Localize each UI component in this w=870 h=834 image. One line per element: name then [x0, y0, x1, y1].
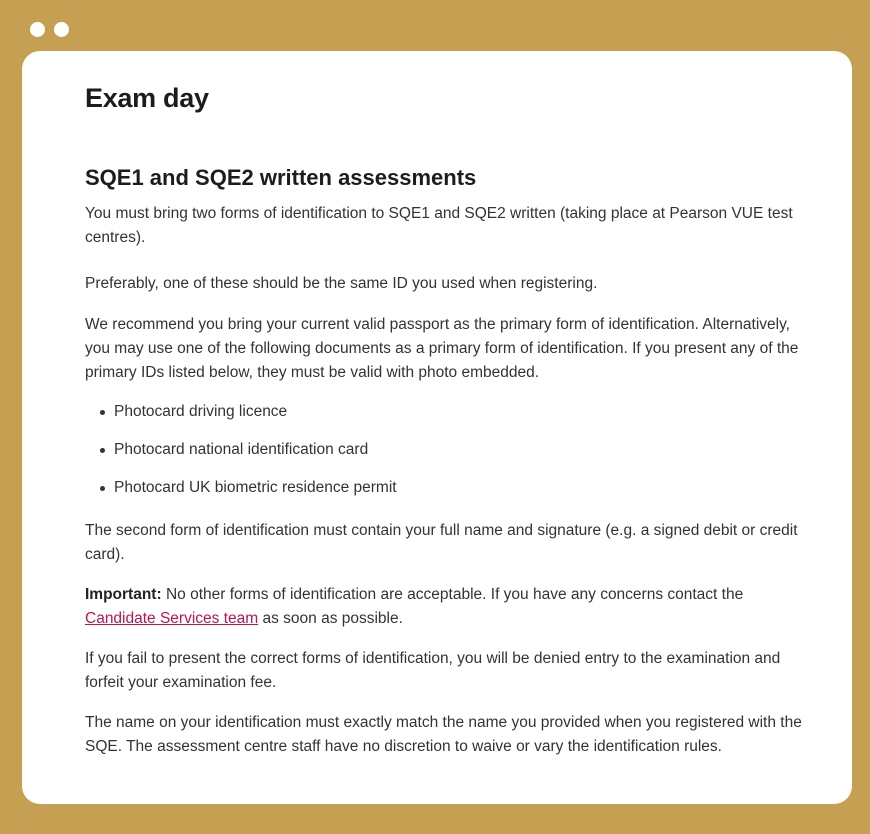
- important-label: Important:: [85, 586, 162, 603]
- window-dot-icon: [30, 22, 45, 37]
- list-item-label: Photocard UK biometric residence permit: [114, 479, 397, 496]
- section-heading: SQE1 and SQE2 written assessments: [85, 165, 477, 190]
- bullet-icon: [100, 448, 105, 453]
- intro-paragraph: You must bring two forms of identification to SQE1 and SQE2 written (taking place at Pearson VUE test centres).: [85, 205, 793, 246]
- important-text-end: as soon as possible.: [258, 610, 403, 627]
- primary-id-paragraph: We recommend you bring your current valid passport as the primary form of identification. Alternatively, you may use one of the following documents as a primary form of identification. If you present any of the primary IDs listed below, they must be valid with photo embedded.: [85, 316, 799, 381]
- important-text: No other forms of identification are acceptable. If you have any concerns contact the: [161, 586, 744, 603]
- preference-paragraph: Preferably, one of these should be the same ID you used when registering.: [85, 275, 598, 292]
- window-controls: [30, 22, 69, 37]
- bullet-icon: [100, 410, 105, 415]
- list-item-label: Photocard driving licence: [114, 403, 288, 420]
- page-title: Exam day: [85, 83, 209, 113]
- denied-entry-paragraph: If you fail to present the correct forms of identification, you will be denied entry to the examination and forfeit your examination fee.: [85, 650, 781, 691]
- list-item-label: Photocard national identification card: [114, 441, 369, 458]
- name-match-paragraph: The name on your identification must exactly match the name you provided when you registered with the SQE. The assessment centre staff have no discretion to waive or vary the identification rules.: [85, 714, 802, 755]
- content-card: [22, 51, 852, 804]
- candidate-services-link[interactable]: Candidate Services team: [85, 610, 259, 627]
- important-paragraph: [85, 583, 815, 631]
- second-id-paragraph: The second form of identification must contain your full name and signature (e.g. a signed debit or credit card).: [85, 522, 798, 563]
- bullet-icon: [100, 486, 105, 491]
- window-dot-icon: [54, 22, 69, 37]
